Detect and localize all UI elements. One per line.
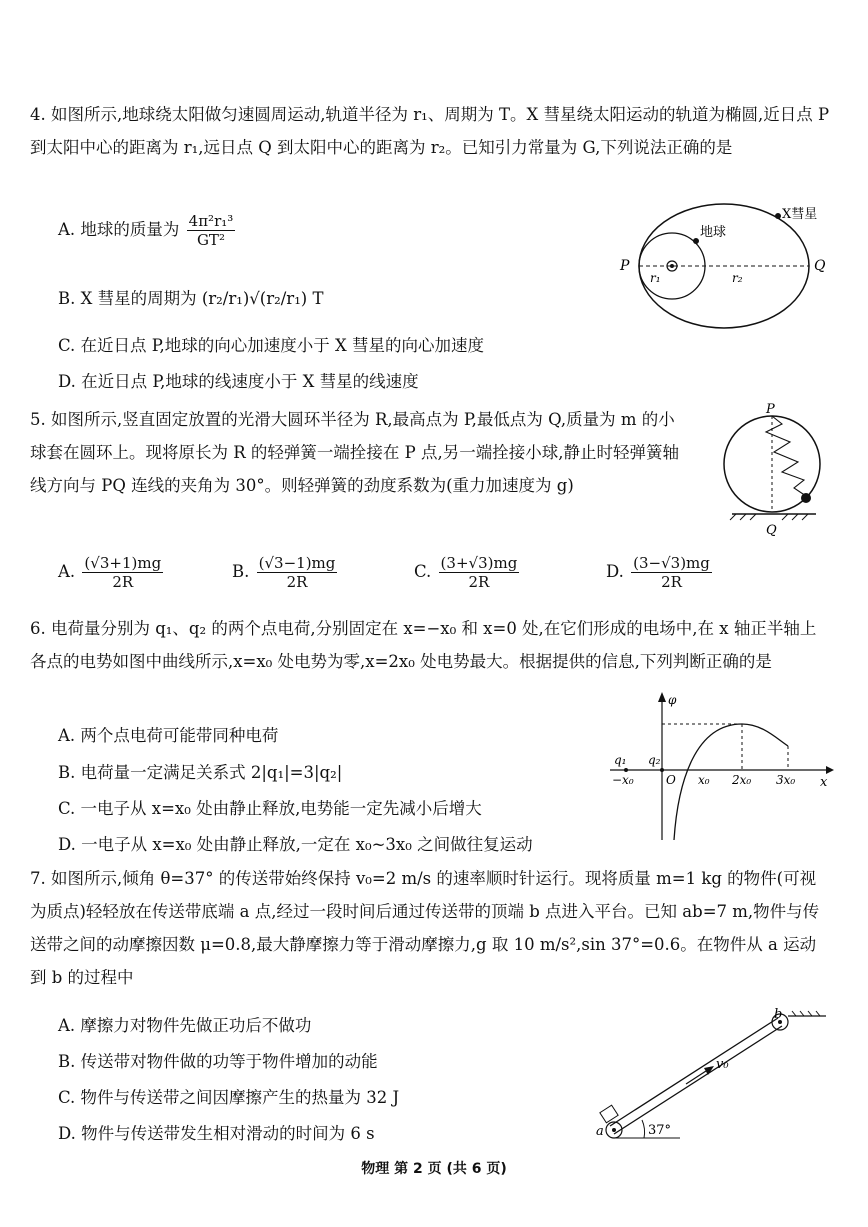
q6-option-d: D. 一电子从 x=x₀ 处由静止释放,一定在 x₀~3x₀ 之间做往复运动 bbox=[58, 835, 533, 854]
q5-option-a-numerator: (√3+1)mg bbox=[84, 554, 162, 572]
q4-option-c: C. 在近日点 P,地球的向心加速度小于 X 彗星的向心加速度 bbox=[58, 336, 485, 355]
q7-fig-b-label: b bbox=[774, 1008, 783, 1022]
q5-option-c-label: C. bbox=[414, 562, 432, 581]
q5-option-a-fraction bbox=[82, 554, 163, 591]
q4-fig-earth-label: 地球 bbox=[700, 225, 727, 240]
q5-option-d-fraction bbox=[631, 554, 712, 591]
q6-option-a: A. 两个点电荷可能带同种电荷 bbox=[58, 726, 279, 745]
q7-fig-a-label: a bbox=[596, 1124, 604, 1139]
q4-option-a bbox=[58, 212, 237, 249]
q5-option-d bbox=[606, 554, 714, 591]
q6-fig-q1-label: q₁ bbox=[614, 753, 627, 767]
q4-option-a-denominator: GT² bbox=[196, 231, 225, 249]
q6-fig-origin-label: O bbox=[666, 773, 676, 787]
q6-fig-phi-label: φ bbox=[668, 693, 677, 707]
q4-fig-q-label: Q bbox=[814, 258, 826, 274]
q5-option-a-label: A. bbox=[58, 562, 76, 581]
q5-option-b-denominator: 2R bbox=[286, 573, 308, 591]
q6-fig-3x0-label: 3x₀ bbox=[776, 773, 796, 787]
q7-fig-angle-label: 37° bbox=[648, 1123, 672, 1138]
q6-option-b: B. 电荷量一定满足关系式 2|q₁|=3|q₂| bbox=[58, 763, 343, 782]
q6-fig-x-label: x bbox=[820, 775, 828, 790]
q4-option-a-prefix: A. 地球的质量为 bbox=[58, 220, 180, 239]
q4-stem: 4. 如图所示,地球绕太阳做匀速圆周运动,轨道半径为 r₁、周期为 T。X 彗星绕太阳运动的轨道为椭圆,近日点 P 到太阳中心的距离为 r₁,远日点 Q 到太阳中心的距离为 r₂。已知引力常量为 G,下列说法正确的是 bbox=[30, 105, 830, 157]
q5-option-a-denominator: 2R bbox=[112, 573, 134, 591]
q5-option-b bbox=[232, 554, 339, 591]
q5-option-c-denominator: 2R bbox=[468, 573, 490, 591]
q5-ring-figure bbox=[722, 400, 832, 540]
q7-stem: 7. 如图所示,倾角 θ=37° 的传送带始终保持 v₀=2 m/s 的速率顺时针运行。现将质量 m=1 kg 的物件(可视为质点)轻轻放在传送带底端 a 点,经过一段时间后通过传送带的顶端 b 点进入平台。已知 ab=7 m,物件与传送带之间的动摩擦因数 μ=0.8,最大静摩擦力等于滑动摩擦力,g 取 10 m/s²,sin 37°=0.6。在物件从 a 运动到 b 的过程中 bbox=[30, 869, 820, 987]
q4-option-b-prefix: B. X 彗星的周期为 bbox=[58, 289, 197, 308]
q5-option-c-numerator: (3+√3)mg bbox=[440, 554, 518, 572]
q4-option-a-numerator: 4π²r₁³ bbox=[188, 212, 234, 230]
q5-option-b-fraction bbox=[257, 554, 338, 591]
q4-option-b-expression: (r₂/r₁)√(r₂/r₁) T bbox=[201, 289, 324, 308]
page-footer: 物理 第 2 页 (共 6 页) bbox=[361, 1161, 507, 1177]
q6-potential-graph bbox=[606, 690, 834, 842]
q7-option-c: C. 物件与传送带之间因摩擦产生的热量为 32 J bbox=[58, 1088, 400, 1107]
q5-option-d-numerator: (3−√3)mg bbox=[633, 554, 710, 572]
q4-option-b bbox=[58, 285, 324, 309]
q6-fig-x0-label: x₀ bbox=[698, 773, 710, 787]
q7-option-b: B. 传送带对物件做的功等于物件增加的动能 bbox=[58, 1052, 378, 1071]
q6-fig-2x0-label: 2x₀ bbox=[732, 773, 752, 787]
q4-fig-comet-label: X彗星 bbox=[782, 207, 818, 222]
q5-option-b-label: B. bbox=[232, 562, 250, 581]
q6-stem: 6. 电荷量分别为 q₁、q₂ 的两个点电荷,分别固定在 x=−x₀ 和 x=0 处,在它们形成的电场中,在 x 轴正半轴上各点的电势如图中曲线所示,x=x₀ 处电势为零,x=2x₀ 处电势最大。根据提供的信息,下列判断正确的是 bbox=[30, 619, 817, 671]
q4-fig-r2-label: r₂ bbox=[732, 271, 743, 285]
q6-fig-negx0-label: −x₀ bbox=[612, 773, 634, 787]
q4-option-d: D. 在近日点 P,地球的线速度小于 X 彗星的线速度 bbox=[58, 372, 419, 391]
q7-conveyor-figure bbox=[590, 1008, 840, 1148]
q4-fig-p-label: P bbox=[620, 258, 630, 274]
q6-option-c: C. 一电子从 x=x₀ 处由静止释放,电势能一定先减小后增大 bbox=[58, 799, 482, 818]
q5-option-d-denominator: 2R bbox=[661, 573, 682, 591]
q5-option-b-numerator: (√3−1)mg bbox=[258, 554, 336, 572]
q4-option-a-fraction bbox=[187, 212, 236, 249]
q5-option-d-label: D. bbox=[606, 562, 624, 581]
q7-fig-v0-label: v₀ bbox=[716, 1057, 729, 1072]
q7-option-a: A. 摩擦力对物件先做正功后不做功 bbox=[58, 1016, 312, 1035]
q5-option-c bbox=[414, 554, 521, 591]
q5-fig-p-label: P bbox=[766, 402, 775, 417]
q7-option-d: D. 物件与传送带发生相对滑动的时间为 6 s bbox=[58, 1124, 375, 1143]
q4-orbit-figure bbox=[612, 196, 842, 336]
q6-fig-q2-label: q₂ bbox=[648, 753, 661, 767]
q5-option-a bbox=[58, 554, 165, 591]
q5-fig-q-label: Q bbox=[766, 523, 777, 538]
q5-stem: 5. 如图所示,竖直固定放置的光滑大圆环半径为 R,最高点为 P,最低点为 Q,质量为 m 的小球套在圆环上。现将原长为 R 的轻弹簧一端拴接在 P 点,另一端拴接小球,静止时轻弹簧轴线方向与 PQ 连线的夹角为 30°。则轻弹簧的劲度系数为(重力加速度为 g) bbox=[30, 410, 679, 495]
q4-fig-r1-label: r₁ bbox=[650, 271, 661, 285]
q5-option-c-fraction bbox=[439, 554, 520, 591]
